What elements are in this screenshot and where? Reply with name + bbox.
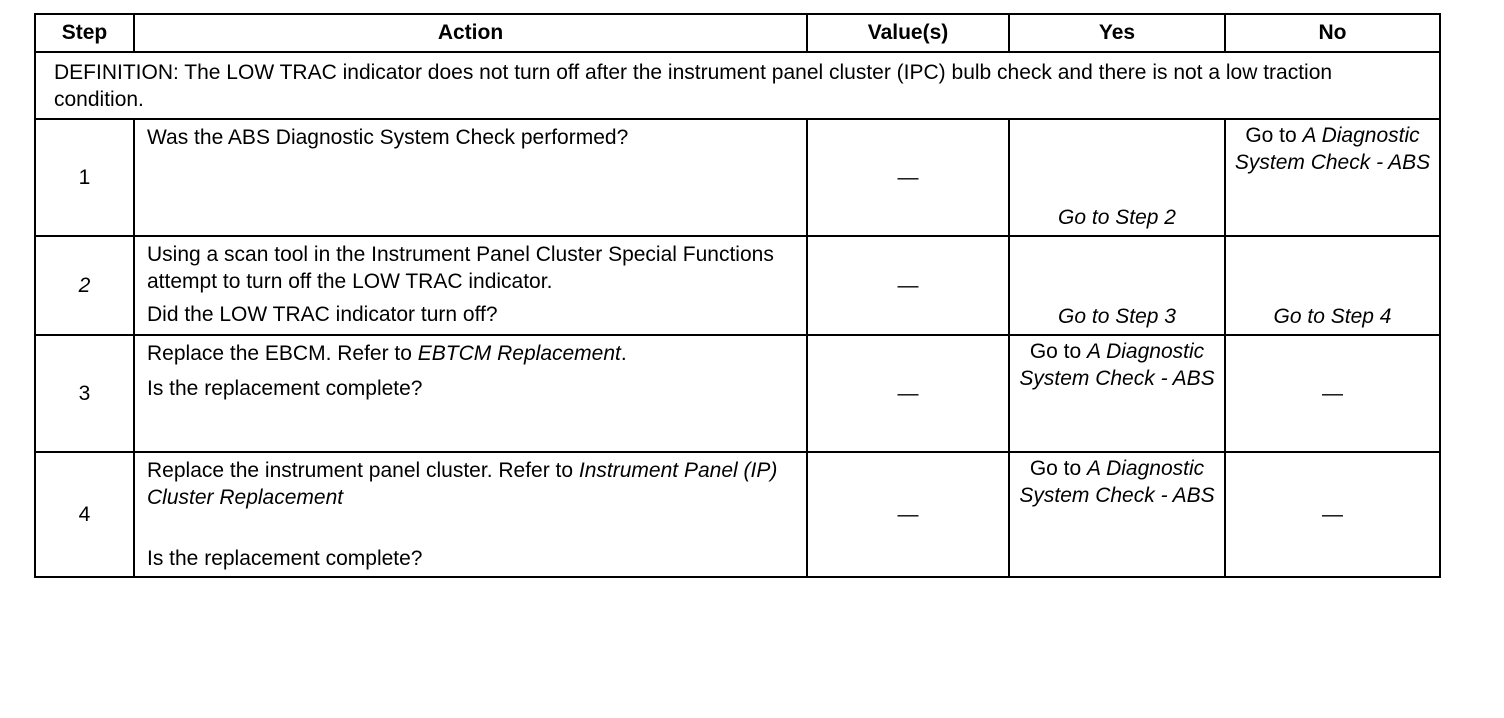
action-text-line [147,340,796,367]
action-question: Is the replacement complete? [147,377,423,400]
action-question: Is the replacement complete? [147,547,423,570]
action-text: Using a scan tool in the Instrument Panel Cluster Special Functions attempt to turn off the LOW TRAC indicator. [147,243,774,293]
value-cell: — [807,119,1009,236]
value-cell: — [807,335,1009,452]
action-cell [134,452,807,577]
no-cell: — [1225,452,1440,577]
no-cell[interactable]: Go to Step 4 [1225,236,1440,335]
yes-prefix: Go to [1029,457,1088,480]
action-cell [134,236,807,335]
action-text-line [147,457,796,511]
step-number: 1 [35,119,134,236]
header-step: Step [35,14,134,52]
action-cell [134,119,807,236]
yes-link[interactable]: A Diagnostic System Check - ABS [1019,457,1215,507]
table-row [35,335,1440,452]
no-link[interactable]: A Diagnostic System Check - ABS [1234,124,1431,174]
yes-cell[interactable] [1009,335,1225,452]
header-yes: Yes [1009,14,1225,52]
yes-cell[interactable]: Go to Step 3 [1009,236,1225,335]
table-row [35,236,1440,335]
action-text: Replace the instrument panel cluster. Refer to [147,459,579,482]
definition-row [35,52,1440,119]
value-cell: — [807,236,1009,335]
header-values: Value(s) [807,14,1009,52]
no-prefix: Go to [1245,124,1303,147]
diagnostic-table [34,13,1441,578]
step-number: 3 [35,335,134,452]
step-number: 2 [35,236,134,335]
no-cell: — [1225,335,1440,452]
yes-link[interactable]: A Diagnostic System Check - ABS [1019,340,1215,390]
no-cell[interactable] [1225,119,1440,236]
yes-cell[interactable]: Go to Step 2 [1009,119,1225,236]
action-question: Was the ABS Diagnostic System Check performed? [147,126,629,149]
action-link[interactable]: Instrument Panel (IP) Cluster Replacement [147,459,778,509]
action-link[interactable]: EBTCM Replacement [417,342,621,365]
step-number: 4 [35,452,134,577]
value-cell: — [807,452,1009,577]
action-text: Replace the EBCM. Refer to [147,342,418,365]
table-row [35,119,1440,236]
yes-cell[interactable] [1009,452,1225,577]
definition-text: DEFINITION: The LOW TRAC indicator does not turn off after the instrument panel cluster (IPC) bulb check and there is not a low traction condition. [35,52,1440,119]
action-question: Did the LOW TRAC indicator turn off? [147,303,498,326]
action-end: . [620,342,627,365]
action-cell [134,335,807,452]
header-row [35,14,1440,52]
table-row [35,452,1440,577]
yes-prefix: Go to [1029,340,1088,363]
header-action: Action [134,14,807,52]
header-no: No [1225,14,1440,52]
